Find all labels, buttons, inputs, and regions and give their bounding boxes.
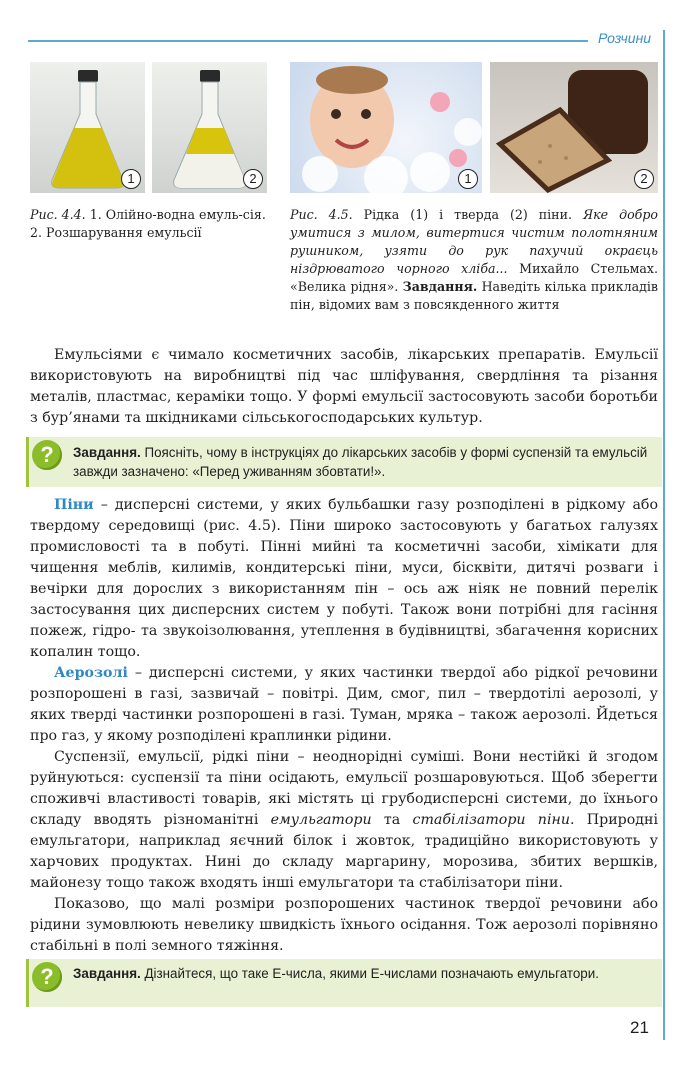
question-icon: ? bbox=[32, 440, 62, 470]
task-label: Завдання. bbox=[73, 445, 141, 460]
figure-label: Рис. 4.5. bbox=[290, 207, 353, 222]
caption-quote: Яке добро умитися з милом, витертися чистим полотняним рушником, узяти до рук пахучий окраєць ніздрюватого чорного хліба... bbox=[290, 207, 658, 276]
figure-marker-2: 2 bbox=[243, 169, 263, 189]
figure-marker-2: 2 bbox=[634, 169, 654, 189]
body-text bbox=[30, 495, 658, 957]
paragraph-aerosols bbox=[30, 663, 658, 747]
task-box bbox=[26, 437, 662, 487]
caption-text: 1. Олійно-водна емуль-сія. 2. Розшарування емульсії bbox=[30, 207, 266, 240]
caption-author: Михайло Стельмах. «Велика рідня». bbox=[290, 261, 658, 294]
bread-photo bbox=[490, 62, 658, 193]
paragraph-foams bbox=[30, 495, 658, 663]
bread-loaf-icon bbox=[490, 62, 658, 193]
emulsion-photo-2 bbox=[152, 62, 267, 193]
figure-4-5-caption bbox=[290, 206, 658, 314]
body-paragraph bbox=[30, 345, 658, 429]
paragraph-text: та bbox=[371, 812, 413, 828]
task-text bbox=[73, 443, 654, 481]
term-stabilizers: стабілізатори піни bbox=[412, 812, 570, 828]
caption-task-text: Наведіть кілька прикладів пін, відомих вам з повсякденного життя bbox=[290, 279, 658, 312]
header-rule bbox=[28, 40, 588, 42]
task-label: Завдання. bbox=[73, 966, 141, 981]
page-number: 21 bbox=[630, 1018, 649, 1037]
task-text bbox=[73, 964, 654, 983]
paragraph-settling: Показово, що малі розміри розпорошених частинок твердої речовини або рідини зумовлюють невелику швидкість їхнього осідання. Тож аерозолі порівняно стабільні в полі земного тяжіння. bbox=[30, 896, 658, 954]
caption-text: Рідка (1) і тверда (2) піни. bbox=[352, 207, 583, 222]
paragraph-aerosols-text: – дисперсні системи, у яких частинки твердої або рідкої речовини розпорошені в газі, зазвичай – повітрі. Дим, смог, пил – твердотілі аерозолі, у яких тверді частинки розпорошені в газі. Туман, мряка – також аерозолі. Йдеться про газ, у якому розподілені краплинки рідини. bbox=[30, 665, 658, 744]
emulsion-photo-1 bbox=[30, 62, 145, 193]
task-body: Дізнайтеся, що таке Е-числа, якими Е-числами позначають емульгатори. bbox=[140, 966, 599, 981]
page-edge-rule bbox=[663, 30, 665, 1040]
caption-task-label: Завдання. bbox=[402, 279, 478, 294]
figure-marker-1: 1 bbox=[458, 169, 478, 189]
section-title: Розчини bbox=[598, 30, 652, 46]
term-foams: Піни bbox=[54, 497, 94, 513]
figure-marker-1: 1 bbox=[121, 169, 141, 189]
question-icon: ? bbox=[32, 962, 62, 992]
baby-foam-photo bbox=[290, 62, 482, 193]
paragraph-text: Суспензії, емульсії, рідкі піни – неоднорідні суміші. Вони нестійкі й згодом руйнуються: суспензії та піни осідають, емульсії розшаровуються. Щоб зберегти споживчі властивості товарів, які містять ці грубодисперсні системи, до їхнього складу вводять різноманітні bbox=[30, 749, 658, 828]
task-box bbox=[26, 959, 662, 1007]
paragraph-suspensions bbox=[30, 747, 658, 894]
figure-4-4-caption bbox=[30, 206, 270, 242]
figure-label: Рис. 4.4. bbox=[30, 207, 86, 222]
term-emulsifiers: емульгатори bbox=[270, 812, 372, 828]
baby-in-foam-icon bbox=[290, 62, 482, 193]
task-body: Поясніть, чому в інструкціях до лікарських засобів у формі суспензій та емульсій завжди зазначено: «Перед уживанням збовтати!». bbox=[73, 445, 648, 479]
term-aerosols: Аерозолі bbox=[54, 665, 128, 681]
paragraph-foams-text: – дисперсні системи, у яких бульбашки газу розподілені в рідкому або твердому середовищі (рис. 4.5). Піни широко застосовують у багатьох галузях промисловості та в побуті. Пінні мийні та косметичні засоби, хімікати для чищення меблів, килимів, кондитерські піни, муси, бісквіти, дитячі розваги і вечірки для дорослих з використанням пін – ось аж ніяк не повний перелік застосування цих дисперсних систем у побуті. Також вони потрібні для гасіння пожеж, гідро- та звукоізолювання, утеплення в будівництві, збагачення корисних копалин тощо. bbox=[30, 497, 658, 660]
paragraph-emulsions: Емульсіями є чимало косметичних засобів, лікарських препаратів. Емульсії використовують на виробництві під час шліфування, свердління та різання металів, пластмас, кераміки тощо. У формі емульсії застосовують засоби боротьби з бур’янами та шкідниками сільськогосподарських культур. bbox=[30, 347, 658, 426]
paragraph-text: . Природні емульгатори, наприклад яєчний білок і жовток, традиційно використовують у харчових продуктах. Нині до складу маргарину, морозива, збитих вершків, майонезу тощо також входять інші емульгатори та стабілізатори піни. bbox=[30, 812, 659, 891]
